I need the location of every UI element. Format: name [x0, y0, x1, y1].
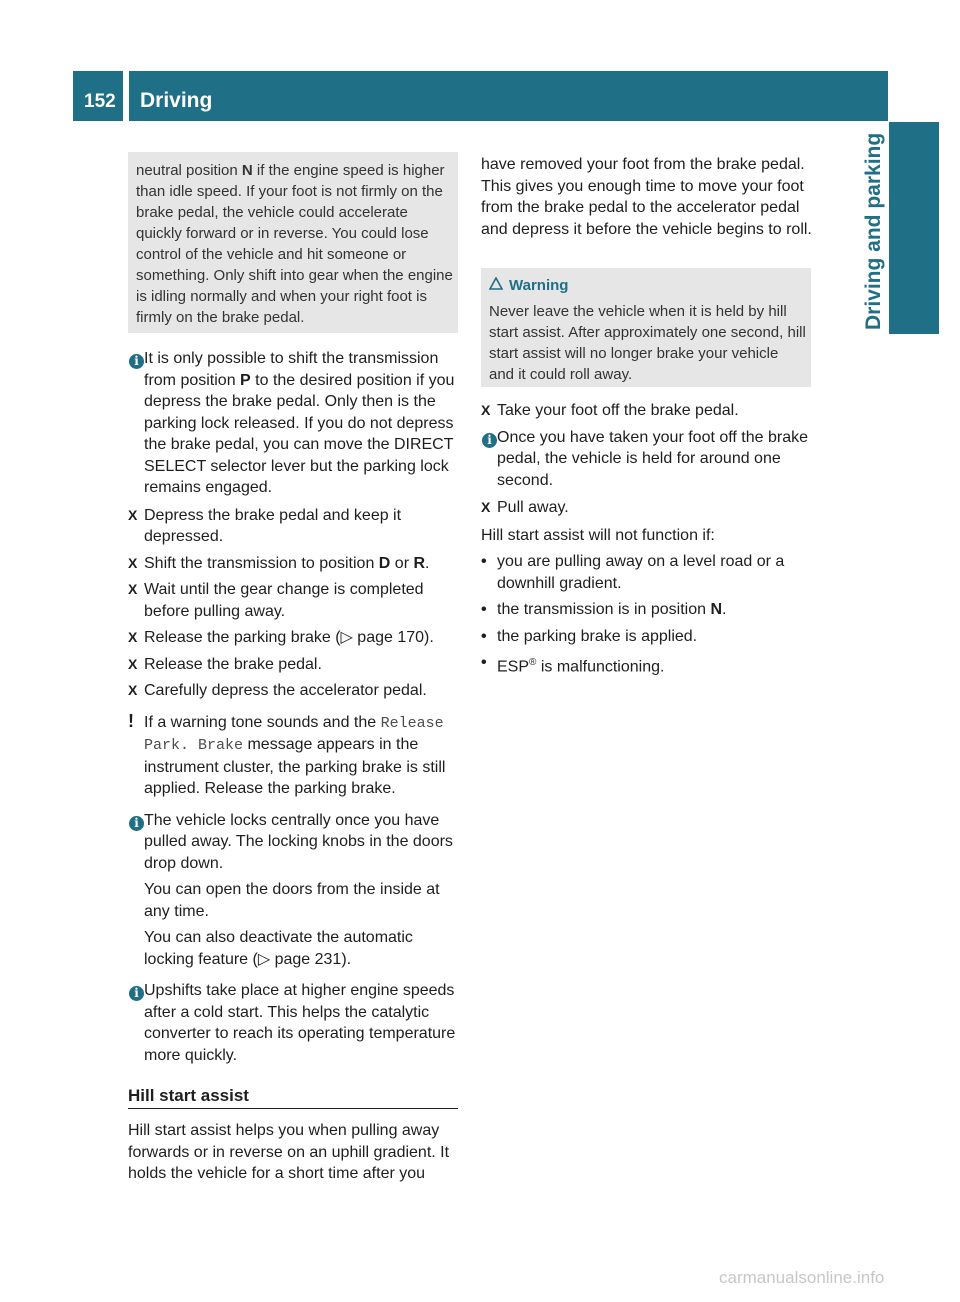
section-heading: Hill start assist — [128, 1086, 249, 1105]
step-arrow-icon: X — [128, 506, 138, 523]
step-arrow-icon: X — [128, 655, 138, 672]
bullet-item: • the parking brake is applied. — [481, 626, 813, 648]
warning-continued-text: neutral position N if the engine speed is higher than idle speed. If your foot is not firmly on the brake pedal, the vehicle could accelerate quickly forward or in reverse. You could lose control of the vehicle and hit someone or something. Only shift into gear when the engine is idling normally and when your right foot is firmly on the brake pedal. — [136, 162, 453, 326]
step-item: X Take your foot off the brake pedal. — [481, 400, 813, 422]
bullet-item: • you are pulling away on a level road or a downhill gradient. — [481, 553, 785, 592]
warning-text: Never leave the vehicle when it is held by hill start assist. After approximately one second, hill start assist will no longer brake your vehicle and it could roll away. — [489, 302, 806, 383]
warning-triangle-icon — [489, 275, 503, 297]
step-arrow-icon: X — [128, 629, 138, 645]
warning-header: Warning — [489, 275, 807, 297]
step-arrow-icon: X — [128, 581, 138, 597]
exclamation-icon: ! — [128, 710, 134, 731]
bullet-item: • the transmission is in position N. — [481, 599, 813, 621]
info-note: i Upshifts take place at higher engine speeds after a cold start. This helps the catalytic converter to reach its operating temperature more quickly. — [128, 980, 460, 1066]
step-item: X Depress the brake pedal and keep it depressed. — [128, 506, 402, 545]
step-item: X Carefully depress the accelerator pedal. — [128, 680, 460, 702]
bullet-icon: • — [481, 553, 487, 570]
info-paragraph: You can open the doors from the inside at any time. — [144, 881, 440, 920]
bullet-icon: • — [481, 601, 487, 618]
info-note: i It is only possible to shift the transmission from position P to the desired position if you depress the brake pedal. Only then is the parking lock released. If you do not depress the brake pedal, you can move the DIRECT SELECT selector lever but the parking lock remains engaged. — [128, 348, 460, 499]
warning-content — [489, 275, 807, 385]
step-item: X Release the parking brake (▷ page 170). — [128, 627, 460, 649]
step-item: X Pull away. — [481, 497, 813, 519]
left-column — [128, 348, 460, 1066]
caution-note: ! If a warning tone sounds and the Release Park. Brake message appears in the instrument cluster, the parking brake is still applied. Release the parking brake. — [128, 710, 446, 797]
section-title-bar — [129, 71, 888, 121]
info-icon: i — [482, 429, 497, 451]
bullet-icon: • — [481, 627, 487, 645]
step-item: X Shift the transmission to position D or R. — [128, 553, 460, 575]
side-tab — [889, 122, 939, 334]
heading-rule — [128, 1108, 458, 1109]
page-number: 152 — [84, 91, 116, 112]
step-arrow-icon: X — [128, 682, 138, 698]
watermark: carmanualsonline.info — [719, 1268, 885, 1287]
side-tab-label: Driving and parking — [862, 132, 885, 330]
right-continued-text: have removed your foot from the brake pedal. This gives you enough time to move your foot from the brake pedal to the accelerator pedal and depress it before the vehicle begins to roll. — [481, 156, 812, 238]
step-arrow-icon: X — [481, 499, 491, 515]
info-icon: i — [129, 350, 144, 372]
step-item: X Wait until the gear change is completed before pulling away. — [128, 581, 424, 620]
section-title: Driving — [140, 89, 213, 112]
hill-start-body: Hill start assist helps you when pulling away forwards or in reverse on an uphill gradient. It holds the vehicle for a short time after you — [128, 1122, 450, 1182]
step-item: X Release the brake pedal. — [128, 654, 460, 676]
bullet-icon: • — [481, 654, 487, 671]
info-icon: i — [129, 812, 144, 834]
bullet-item: • ESP® is malfunctioning. — [481, 654, 665, 676]
info-note: i The vehicle locks centrally once you have pulled away. The locking knobs in the doors drop down. — [128, 810, 460, 875]
side-tab-label-wrap — [862, 134, 886, 334]
right-column — [481, 400, 813, 678]
info-note: i Once you have taken your foot off the brake pedal, the vehicle is held for around one second. — [481, 427, 813, 492]
info-paragraph: You can also deactivate the automatic locking feature (▷ page 231). — [144, 929, 413, 968]
info-icon: i — [129, 982, 144, 1004]
step-arrow-icon: X — [128, 554, 138, 571]
condition-intro: Hill start assist will not function if: — [481, 526, 715, 544]
step-arrow-icon: X — [481, 402, 491, 418]
